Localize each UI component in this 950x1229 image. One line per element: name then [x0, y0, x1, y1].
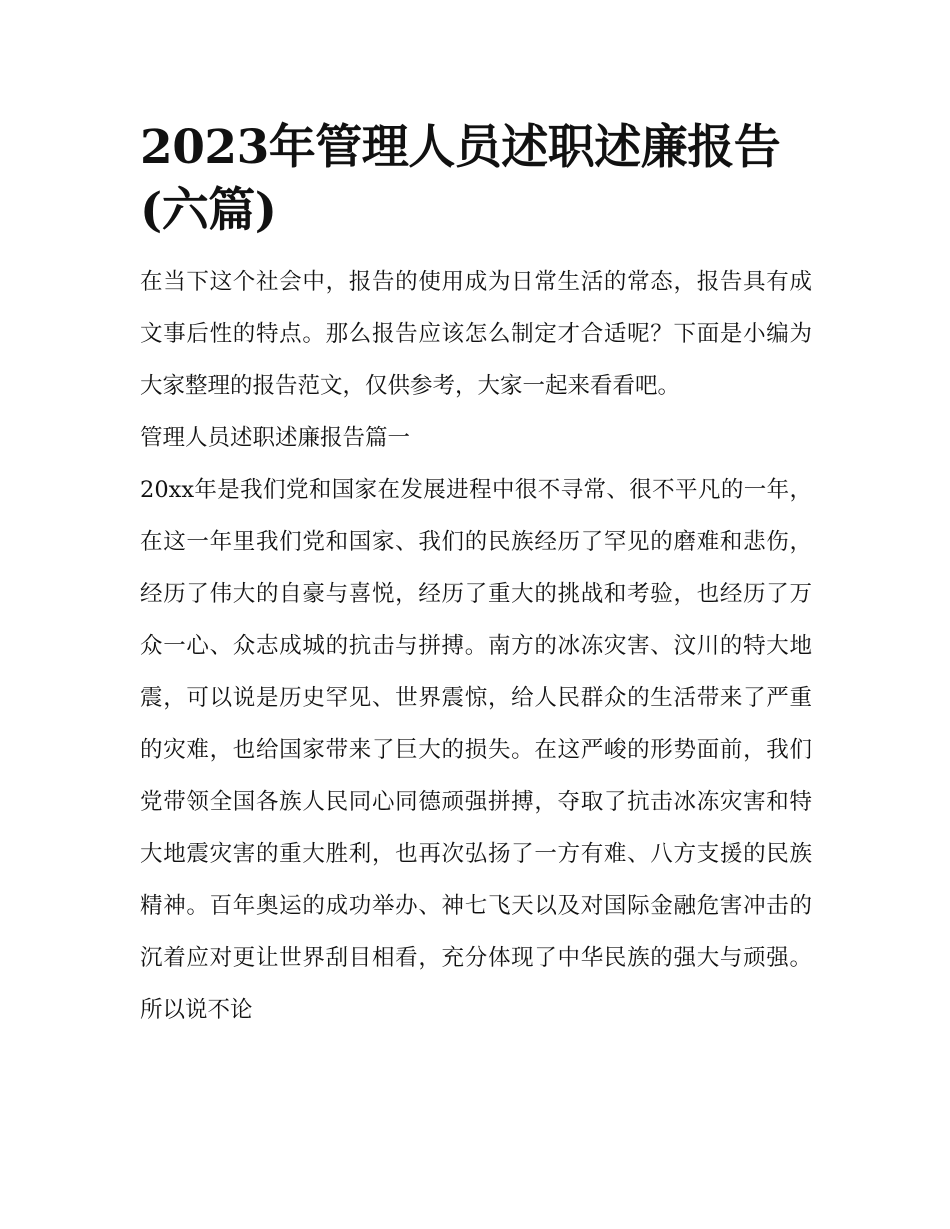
body-paragraph: 20xx年是我们党和国家在发展进程中很不寻常、很不平凡的一年，在这一年里我们党和国家、我们的民族经历了罕见的磨难和悲伤，经历了伟大的自豪与喜悦，经历了重大的挑战和考验，也经历了万众一心、众志成城的抗击与拼搏。南方的冰冻灾害、汶川的特大地震，可以说是历史罕见、世界震惊，给人民群众的生活带来了严重的灾难，也给国家带来了巨大的损失。在这严峻的形势面前，我们党带领全国各族人民同心同德顽强拼搏，夺取了抗击冰冻灾害和特大地震灾害的重大胜利，也再次弘扬了一方有难、八方支援的民族精神。百年奥运的成功举办、神七飞天以及对国际金融危害冲击的沉着应对更让世界刮目相看，充分体现了中华民族的强大与顽强。所以说不论 — [140, 477, 812, 1023]
section-heading: 管理人员述职述廉报告篇一 — [140, 425, 411, 451]
document-content — [140, 116, 812, 1036]
document-title: 2023年管理人员述职述廉报告(六篇) — [140, 120, 781, 238]
intro-paragraph: 在当下这个社会中，报告的使用成为日常生活的常态，报告具有成文事后性的特点。那么报告应该怎么制定才合适呢？下面是小编为大家整理的报告范文，仅供参考，大家一起来看看吧。 — [140, 269, 812, 399]
